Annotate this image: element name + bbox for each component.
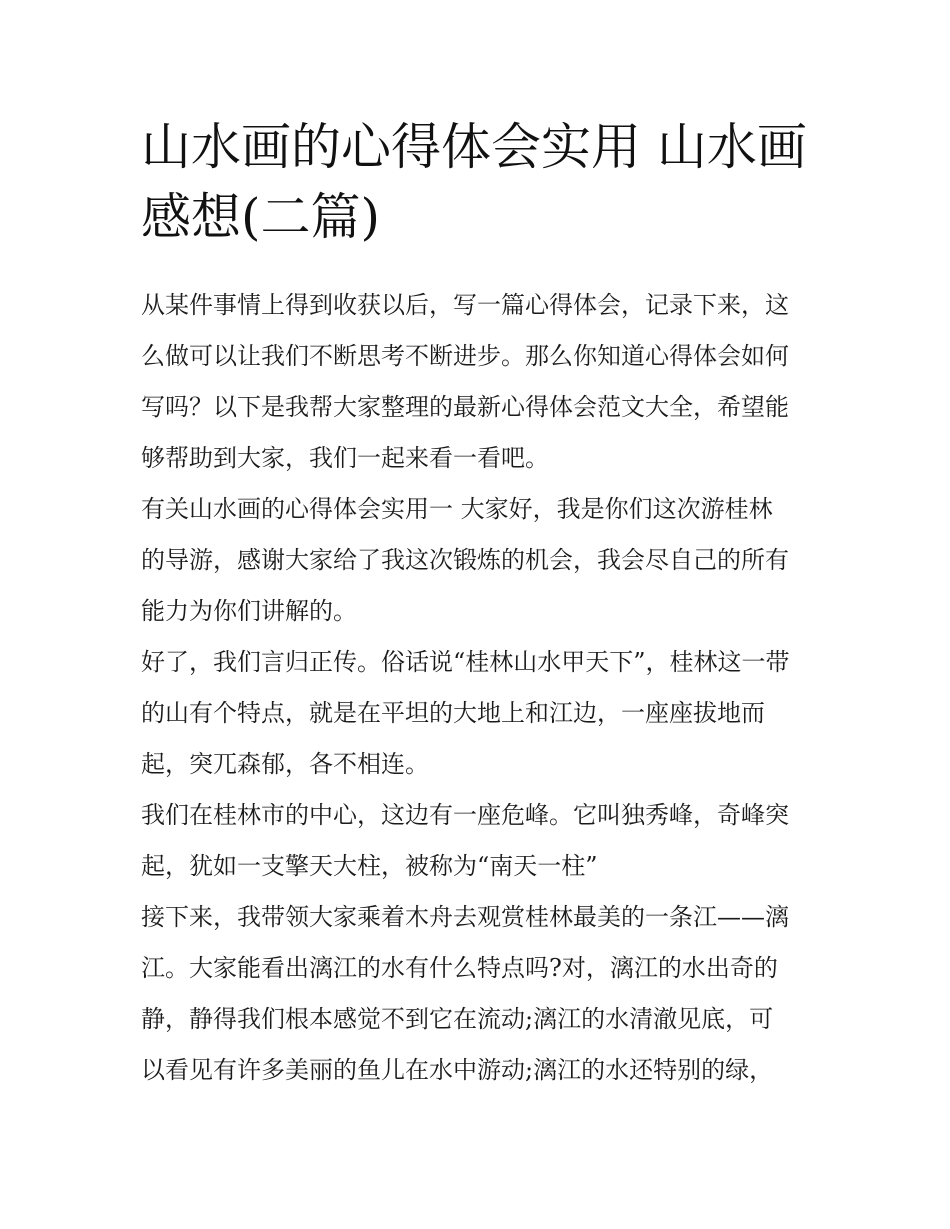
text-line: 够帮助到大家，我们一起来看一看吧。	[141, 444, 549, 472]
paragraph-guide-intro	[141, 484, 813, 637]
paragraph-duxiu-peak	[141, 790, 813, 892]
text-line: 好了，我们言归正传。俗话说“桂林山水甲天下”，桂林这一带	[141, 648, 790, 676]
text-line: 的导游，感谢大家给了我这次锻炼的机会，我会尽自己的所有	[141, 546, 789, 574]
text-line: 接下来，我带领大家乘着木舟去观赏桂林最美的一条江——漓	[141, 903, 789, 931]
title-line: 感想(二篇)	[141, 188, 381, 246]
paragraph-intro	[141, 280, 813, 484]
document-body	[141, 280, 813, 1096]
paragraph-mountains	[141, 637, 813, 790]
text-line: 有关山水画的心得体会实用一 大家好，我是你们这次游桂林	[141, 495, 773, 523]
page-title	[141, 112, 821, 252]
title-line: 山水画的心得体会实用 山水画	[141, 118, 807, 176]
text-line: 从某件事情上得到收获以后，写一篇心得体会，记录下来，这	[141, 291, 789, 319]
text-line: 我们在桂林市的中心，这边有一座危峰。它叫独秀峰，奇峰突	[141, 801, 789, 829]
text-line: 起，犹如一支擎天大柱，被称为“南天一柱”	[141, 852, 598, 880]
text-line: 起，突兀森郁，各不相连。	[141, 750, 429, 778]
text-line: 么做可以让我们不断思考不断进步。那么你知道心得体会如何	[141, 342, 789, 370]
text-line: 以看见有许多美丽的鱼儿在水中游动;漓江的水还特别的绿，	[141, 1056, 774, 1084]
text-line: 的山有个特点，就是在平坦的大地上和江边，一座座拔地而	[141, 699, 765, 727]
text-line: 江。大家能看出漓江的水有什么特点吗?对，漓江的水出奇的	[141, 954, 778, 982]
paragraph-li-river	[141, 892, 813, 1096]
text-line: 静，静得我们根本感觉不到它在流动;漓江的水清澈见底，可	[141, 1005, 774, 1033]
text-line: 写吗？以下是我帮大家整理的最新心得体会范文大全，希望能	[141, 393, 789, 421]
text-line: 能力为你们讲解的。	[141, 597, 357, 625]
